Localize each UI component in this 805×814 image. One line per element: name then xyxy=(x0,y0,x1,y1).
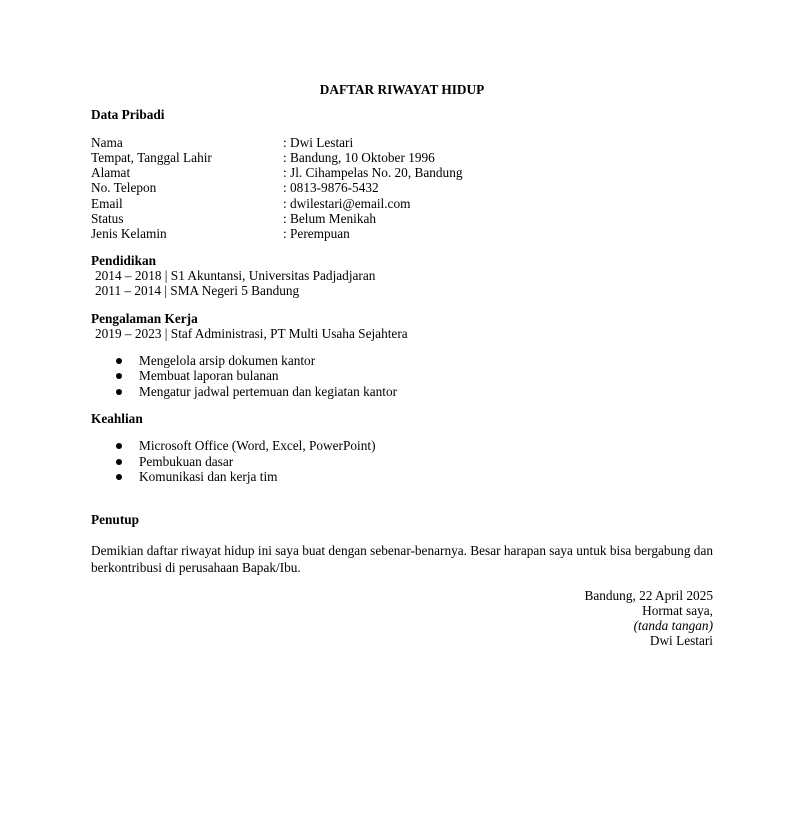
info-row-gender xyxy=(91,226,713,241)
info-label: Jenis Kelamin xyxy=(91,226,167,242)
bullet-icon xyxy=(116,443,122,449)
info-label: Status xyxy=(91,211,124,227)
info-row-name xyxy=(91,135,713,150)
personal-info-table xyxy=(91,135,713,242)
skill-text: Pembukuan dasar xyxy=(139,453,234,469)
bullet-icon xyxy=(116,373,122,379)
info-row-birth xyxy=(91,150,713,165)
experience-position: 2019 – 2023 | Staf Administrasi, PT Multi Usaha Sejahtera xyxy=(95,325,408,341)
info-value: : Perempuan xyxy=(283,226,350,242)
duty-text: Mengelola arsip dokumen kantor xyxy=(139,353,316,369)
signer-name: Dwi Lestari xyxy=(649,633,713,649)
skills-list xyxy=(91,438,713,484)
signature-block xyxy=(91,588,713,649)
cv-document xyxy=(91,82,713,649)
education-item: 2014 – 2018 | S1 Akuntansi, Universitas Padjadjaran xyxy=(95,267,376,283)
list-item xyxy=(91,469,713,484)
info-row-status xyxy=(91,211,713,226)
info-row-email xyxy=(91,196,713,211)
closing-paragraph: Demikian daftar riwayat hidup ini saya buat dengan sebenar-benarnya. Besar harapan saya untuk bisa bergabung dan berkontribusi di perusahaan Bapak/Ibu. xyxy=(91,542,713,576)
info-value: : dwilestari@email.com xyxy=(283,195,411,211)
bullet-icon xyxy=(116,459,122,465)
duty-text: Membuat laporan bulanan xyxy=(139,368,279,384)
list-item xyxy=(91,384,713,399)
list-item xyxy=(91,454,713,469)
document-title: DAFTAR RIWAYAT HIDUP xyxy=(319,82,485,97)
list-item xyxy=(91,353,713,368)
info-value: : Jl. Cihampelas No. 20, Bandung xyxy=(283,165,463,181)
list-item xyxy=(91,438,713,453)
personal-heading: Data Pribadi xyxy=(91,107,165,123)
education-heading: Pendidikan xyxy=(91,252,157,268)
education-list xyxy=(91,268,713,299)
bullet-icon xyxy=(116,474,122,480)
duty-text: Mengatur jadwal pertemuan dan kegiatan kantor xyxy=(139,383,398,399)
info-value: : Bandung, 10 Oktober 1996 xyxy=(283,149,435,165)
info-label: Alamat xyxy=(91,165,131,181)
experience-heading: Pengalaman Kerja xyxy=(91,310,198,326)
closing-heading: Penutup xyxy=(91,512,140,528)
info-value: : Belum Menikah xyxy=(283,211,377,227)
experience-duties-list xyxy=(91,353,713,399)
info-row-address xyxy=(91,165,713,180)
signature-note: (tanda tangan) xyxy=(633,618,713,634)
education-item: 2011 – 2014 | SMA Negeri 5 Bandung xyxy=(95,283,300,299)
info-label: No. Telepon xyxy=(91,180,157,196)
info-row-phone xyxy=(91,180,713,195)
bullet-icon xyxy=(116,389,122,395)
info-value: : Dwi Lestari xyxy=(283,134,354,150)
skills-heading: Keahlian xyxy=(91,411,143,427)
info-label: Tempat, Tanggal Lahir xyxy=(91,149,212,165)
info-label: Nama xyxy=(91,134,123,150)
list-item xyxy=(91,368,713,383)
place-date: Bandung, 22 April 2025 xyxy=(584,587,713,603)
skill-text: Microsoft Office (Word, Excel, PowerPoint) xyxy=(139,438,376,454)
skill-text: Komunikasi dan kerja tim xyxy=(139,468,278,484)
info-label: Email xyxy=(91,195,123,211)
info-value: : 0813-9876-5432 xyxy=(283,180,379,196)
salutation: Hormat saya, xyxy=(642,602,713,618)
bullet-icon xyxy=(116,358,122,364)
